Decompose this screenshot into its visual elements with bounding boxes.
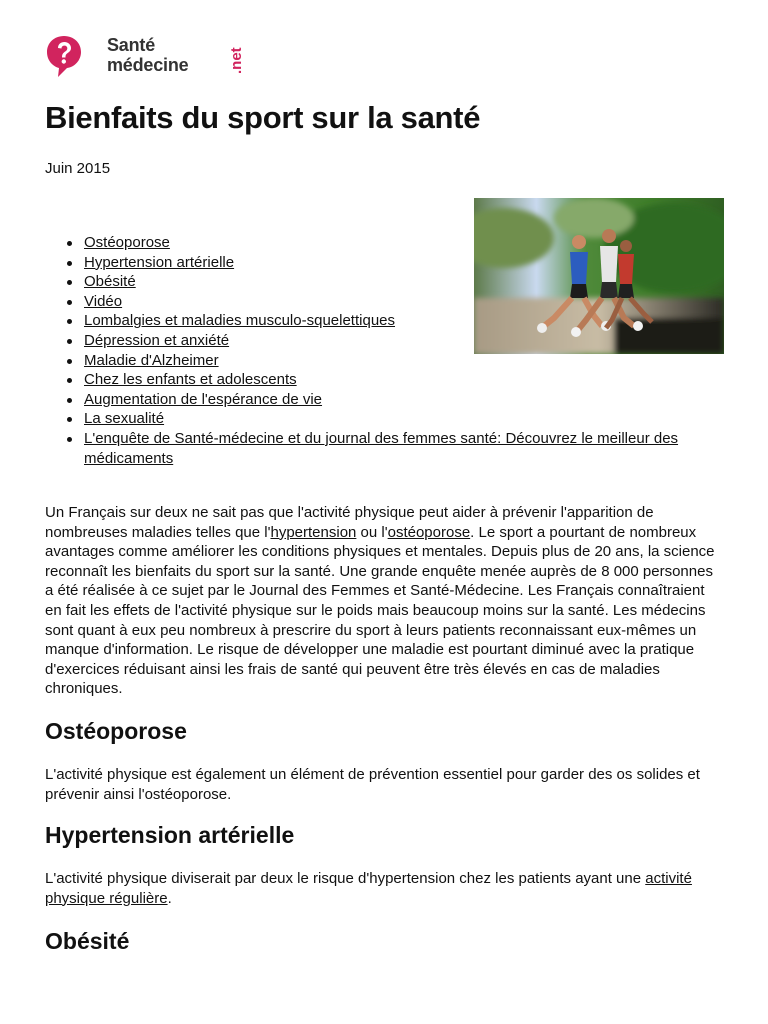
toc-item[interactable] (84, 272, 724, 292)
activite-physique-link[interactable]: activité physique régulière (45, 870, 692, 907)
brand-line-1: Santé (107, 35, 156, 55)
table-of-contents (45, 233, 724, 468)
toc-link-esperance-vie[interactable]: Augmentation de l'espérance de vie (84, 390, 323, 408)
toc-item[interactable] (84, 331, 724, 351)
section-heading-osteoporose: Ostéoporose (45, 718, 187, 744)
section-text-hypertension (45, 869, 725, 908)
intro-text-3: . Le sport a pourtant de nombreux avantages comme améliorer les conditions physiques et mentales. Depuis plus de 20 ans, la science reconnaît les bienfaits du sport sur la santé. Une grande enquête menée auprès de 8 000 personnes a été réalisée à ce sujet par le Journal des Femmes et Santé-Médecine. Les Français connaîtraient en fait les effets de l'activité physique sur le poids mais beaucoup moins sur la santé. Les médecins sont quant à eux peu nombreux à prescrire du sport à leurs patients reconnaissant eux-mêmes un manque d'information. Le risque de développer une maladie est pourtant diminué avec la pratique d'exercices réduisant ainsi les frais de santé qui peuvent être très élevés en cas de maladies chroniques. (45, 523, 715, 698)
osteoporose-link[interactable]: ostéoporose (387, 523, 471, 541)
toc-link-depression[interactable]: Dépression et anxiété (84, 331, 230, 349)
toc-item[interactable] (84, 292, 724, 312)
toc-item[interactable] (84, 409, 724, 429)
toc-link-enfants[interactable]: Chez les enfants et adolescents (84, 371, 297, 389)
section-heading-hypertension: Hypertension artérielle (45, 822, 295, 848)
brand-tld (228, 36, 244, 76)
toc-link-alzheimer[interactable]: Maladie d'Alzheimer (84, 351, 219, 369)
toc-link-obesite[interactable]: Obésité (84, 273, 136, 291)
site-logo[interactable] (45, 34, 245, 78)
hypertension-link[interactable]: hypertension (270, 523, 357, 541)
toc-link-sexualite[interactable]: La sexualité (84, 410, 165, 428)
toc-item[interactable] (84, 370, 724, 390)
toc-link-osteoporose[interactable]: Ostéoporose (84, 234, 170, 251)
section-text-osteoporose: L'activité physique est également un élément de prévention essentiel pour garder des os solides et prévenir ainsi l'ostéoporose. (45, 766, 700, 803)
intro-paragraph (45, 503, 725, 699)
intro-text-1: Un Français sur deux ne sait pas que l'activité physique peut aider à prévenir l'apparition de nombreuses maladies telles que l' (45, 504, 654, 541)
toc-item[interactable] (84, 253, 724, 273)
question-bubble-icon (45, 34, 83, 78)
brand-line-2: médecine (107, 55, 189, 75)
toc-item[interactable] (84, 390, 724, 410)
toc-item[interactable] (84, 351, 724, 371)
intro-text-2: ou l' (356, 523, 388, 541)
brand-name (107, 35, 188, 75)
toc-item[interactable] (84, 429, 724, 468)
toc-link-enquete[interactable]: L'enquête de Santé-médecine et du journal des femmes santé: Découvrez le meilleur des médicaments (84, 429, 679, 467)
hypertension-text-1: L'activité physique diviserait par deux le risque d'hypertension chez les patients ayant une (45, 870, 646, 887)
toc-link-hypertension[interactable]: Hypertension artérielle (84, 253, 235, 271)
toc-link-lombalgies[interactable]: Lombalgies et maladies musculo-squelettiques (84, 312, 396, 330)
brand-tld-text: .net (228, 47, 245, 74)
hypertension-text-2: . (167, 889, 172, 907)
section-heading-obesite: Obésité (45, 928, 130, 954)
toc-item[interactable] (84, 311, 724, 331)
page-title: Bienfaits du sport sur la santé (45, 100, 481, 135)
toc-item[interactable] (84, 233, 724, 253)
publish-date: Juin 2015 (45, 160, 111, 177)
toc-link-video[interactable]: Vidéo (84, 292, 123, 310)
